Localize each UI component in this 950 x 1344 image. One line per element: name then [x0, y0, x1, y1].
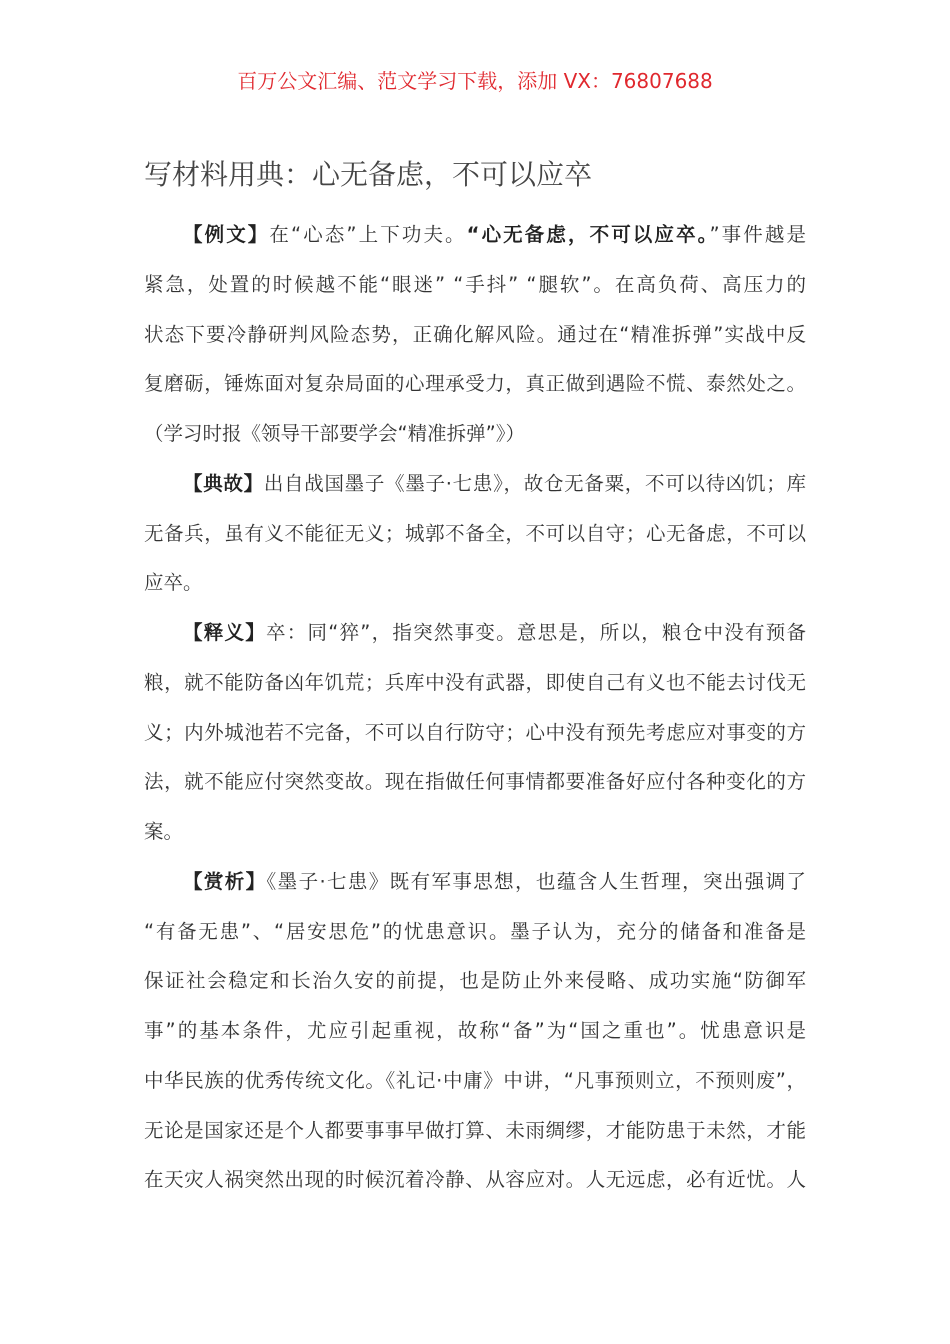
paragraph-line: 状态下要冷静研判风险态势，正确化解风险。通过在“精准拆弹”实战中反 — [144, 322, 806, 346]
paragraph-line — [144, 459, 806, 509]
line-text: 《墨子·七患》既有军事思想，也蕴含人生哲理，突出强调了 — [266, 869, 806, 893]
section-label: 【释义】 — [183, 621, 266, 644]
paragraph-appreciation — [144, 857, 806, 1205]
line-text: 卒：同“猝”，指突然事变。意思是，所以，粮仓中没有预备 — [265, 621, 806, 644]
header-banner: 百万公文汇编、范文学习下载，添加 VX：76807688 — [237, 69, 713, 93]
bold-quote: “心无备虑，不可以应卒。 — [466, 223, 710, 246]
paragraph-line: 复磨砺，锤炼面对复杂局面的心理承受力，真正做到遇险不慌、泰然处之。 — [144, 372, 806, 396]
line-text: ”事件越是 — [709, 223, 806, 246]
paragraph-line — [144, 608, 806, 658]
paragraph-line: 紧急，处置的时候越不能“眼迷” “手抖” “腿软”。在高负荷、高压力的 — [144, 272, 806, 296]
paragraph-line: 无论是国家还是个人都要事事早做打算、未雨绸缪，才能防患于未然，才能 — [144, 1118, 806, 1142]
paragraph-line: 中华民族的优秀传统文化。《礼记·中庸》中讲，“凡事预则立，不预则废”， — [144, 1068, 806, 1092]
paragraph-line: 粮，就不能防备凶年饥荒；兵库中没有武器，即使自己有义也不能去讨伐无 — [144, 670, 806, 694]
paragraph-line: 保证社会稳定和长治久安的前提，也是防止外来侵略、成功实施“防御军 — [144, 969, 806, 993]
paragraph-meaning — [144, 608, 806, 857]
paragraph-line: 应卒。 — [144, 571, 203, 595]
paragraph-line: 无备兵，虽有义不能征无义；城郭不备全，不可以自守；心无备虑，不可以 — [144, 521, 806, 545]
paragraph-line: 在天灾人祸突然出现的时候沉着冷静、从容应对。人无远虑，必有近忧。人 — [144, 1168, 806, 1192]
paragraph-line: （学习时报《领导干部要学会“精准拆弹”》） — [144, 422, 525, 445]
paragraph-line: 法，就不能应付突然变故。现在指做任何事情都要准备好应付各种变化的方 — [144, 770, 806, 794]
document-title: 写材料用典：心无备虑，不可以应卒 — [144, 158, 593, 191]
paragraph-allusion — [144, 459, 806, 608]
paragraph-line — [144, 210, 806, 260]
section-label: 【赏析】 — [183, 869, 267, 893]
paragraph-line: 义；内外城池若不完备，不可以自行防守；心中没有预先考虑应对事变的方 — [144, 720, 806, 744]
paragraph-line: 案。 — [144, 820, 184, 843]
paragraph-line — [144, 857, 806, 907]
document-body — [144, 210, 806, 1205]
line-text: 出自战国墨子《墨子·七患》，故仓无备粟，不可以待凶饥；库 — [263, 471, 806, 495]
paragraph-example — [144, 210, 806, 459]
line-text: 在“心态”上下功夫。 — [269, 223, 467, 246]
paragraph-line: “有备无患”、“居安思危”的忧患意识。墨子认为，充分的储备和准备是 — [144, 919, 806, 943]
paragraph-line: 事”的基本条件，尤应引起重视，故称“备”为“国之重也”。忧患意识是 — [144, 1019, 806, 1042]
section-label: 【典故】 — [183, 471, 264, 495]
section-label: 【例文】 — [183, 223, 270, 246]
